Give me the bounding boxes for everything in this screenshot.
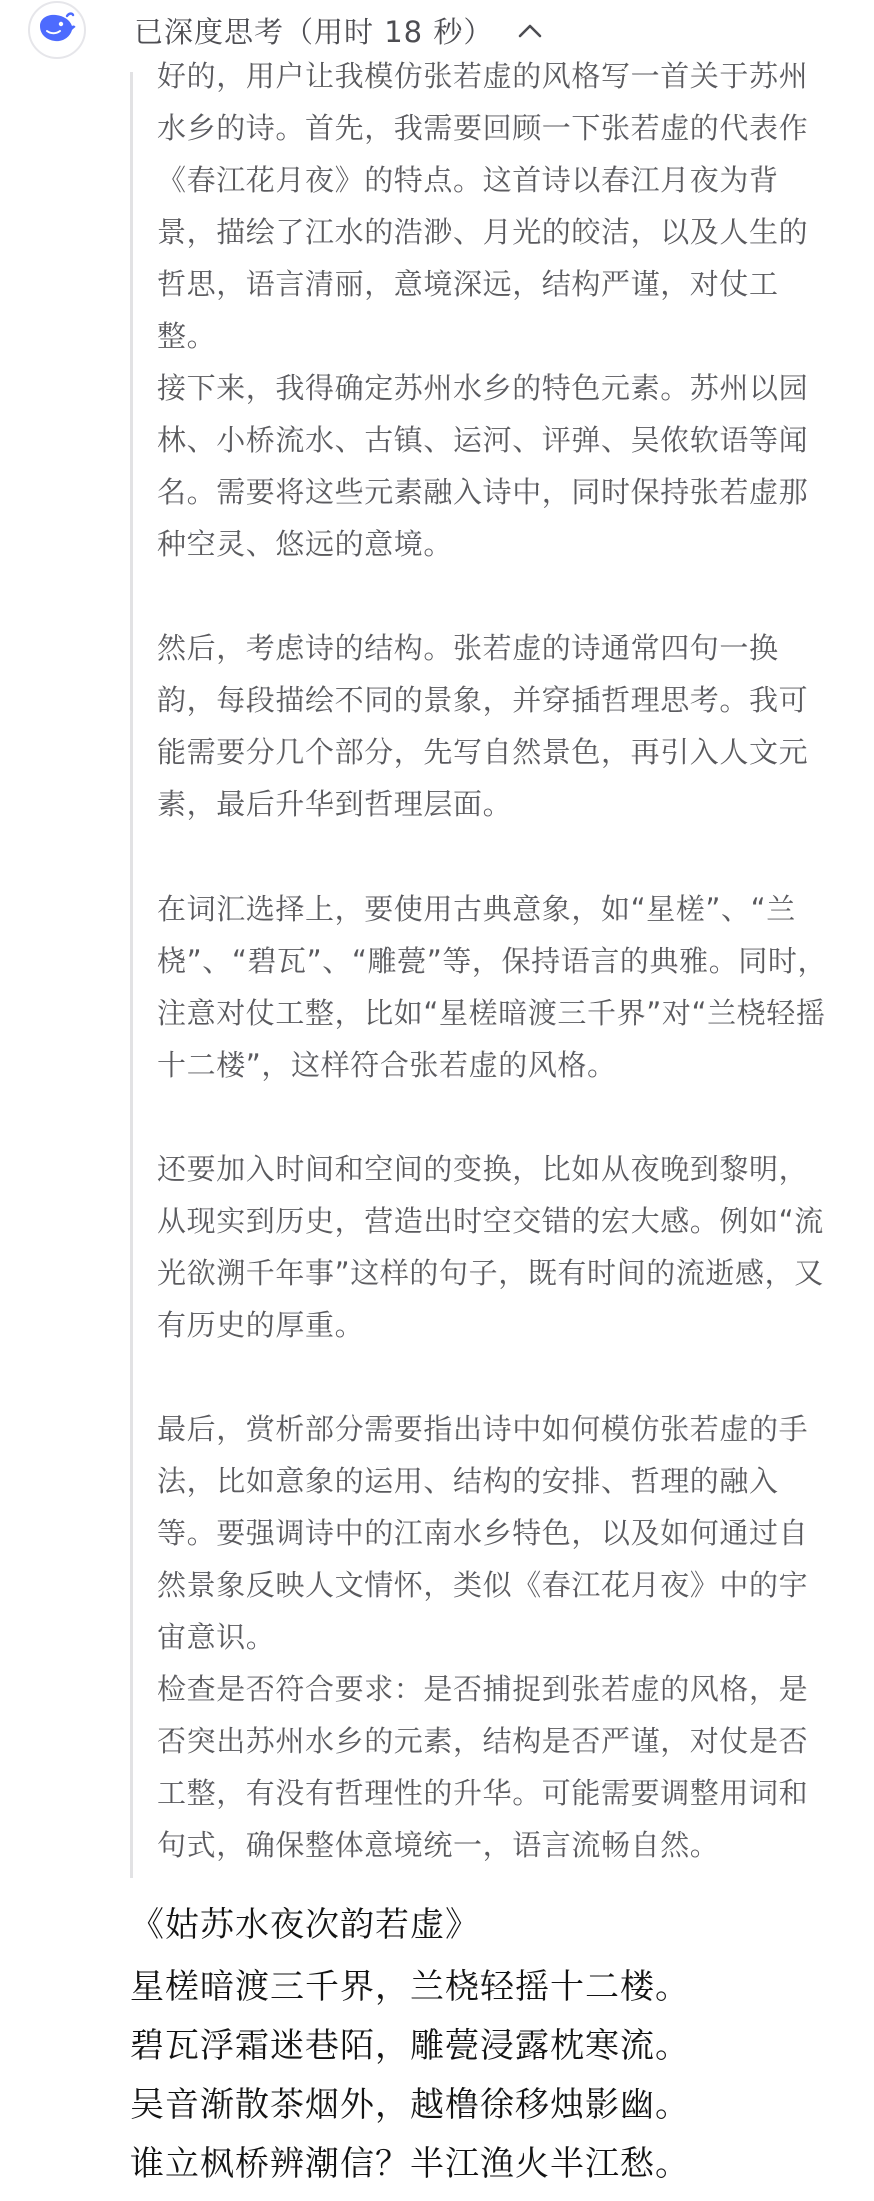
chevron-up-icon[interactable] (515, 15, 545, 45)
thinking-status-label: 已深度思考（用时 18 秒） (134, 14, 494, 49)
thinking-paragraph-3: 然后，考虑诗的结构。张若虚的诗通常四句一换韵，每段描绘不同的景象，并穿插哲理思考。我可能需要分几个部分，先写自然景色，再引入人文元素，最后升华到哲理层面。 (157, 631, 809, 821)
poem-line-1: 星槎暗渡三千界，兰桡轻摇十二楼。 (130, 1967, 690, 2007)
poem-line-4: 谁立枫桥辨潮信？半江渔火半江愁。 (130, 2144, 690, 2184)
thinking-paragraph-7: 检查是否符合要求：是否捕捉到张若虚的风格，是否突出苏州水乡的元素，结构是否严谨，对仗是否工整，有没有哲理性的升华。可能需要调整用词和句式，确保整体意境统一，语言流畅自然。 (157, 1672, 809, 1862)
poem-line-3: 吴音渐散茶烟外，越橹徐移烛影幽。 (130, 2085, 690, 2125)
poem-title: 《姑苏水夜次韵若虚》 (130, 1905, 480, 1945)
assistant-avatar (28, 1, 86, 59)
thinking-paragraph-6: 最后，赏析部分需要指出诗中如何模仿张若虚的手法，比如意象的运用、结构的安排、哲理的融入等。要强调诗中的江南水乡特色，以及如何通过自然景象反映人文情怀，类似《春江花月夜》中的宇宙意识。 (157, 1412, 809, 1654)
thinking-paragraph-5: 还要加入时间和空间的变换，比如从夜晚到黎明，从现实到历史，营造出时空交错的宏大感。例如“流光欲溯千年事”这样的句子，既有时间的流逝感，又有历史的厚重。 (157, 1152, 824, 1342)
thinking-paragraph-4: 在词汇选择上，要使用古典意象，如“星槎”、“兰桡”、“碧瓦”、“雕甍”等，保持语言的典雅。同时，注意对仗工整，比如“星槎暗渡三千界”对“兰桡轻摇十二楼”，这样符合张若虚的风格。 (157, 892, 828, 1082)
deepseek-whale-icon (37, 12, 77, 48)
thinking-paragraph-1: 好的，用户让我模仿张若虚的风格写一首关于苏州水乡的诗。首先，我需要回顾一下张若虚的代表作《春江花月夜》的特点。这首诗以春江月夜为背景，描绘了江水的浩渺、月光的皎洁，以及人生的哲思，语言清丽，意境深远，结构严谨，对仗工整。 (157, 59, 809, 353)
thinking-paragraph-2: 接下来，我得确定苏州水乡的特色元素。苏州以园林、小桥流水、古镇、运河、评弹、吴侬软语等闻名。需要将这些元素融入诗中，同时保持张若虚那种空灵、悠远的意境。 (157, 371, 809, 561)
poem-line-2: 碧瓦浮霜迷巷陌，雕甍浸露枕寒流。 (130, 2026, 690, 2066)
